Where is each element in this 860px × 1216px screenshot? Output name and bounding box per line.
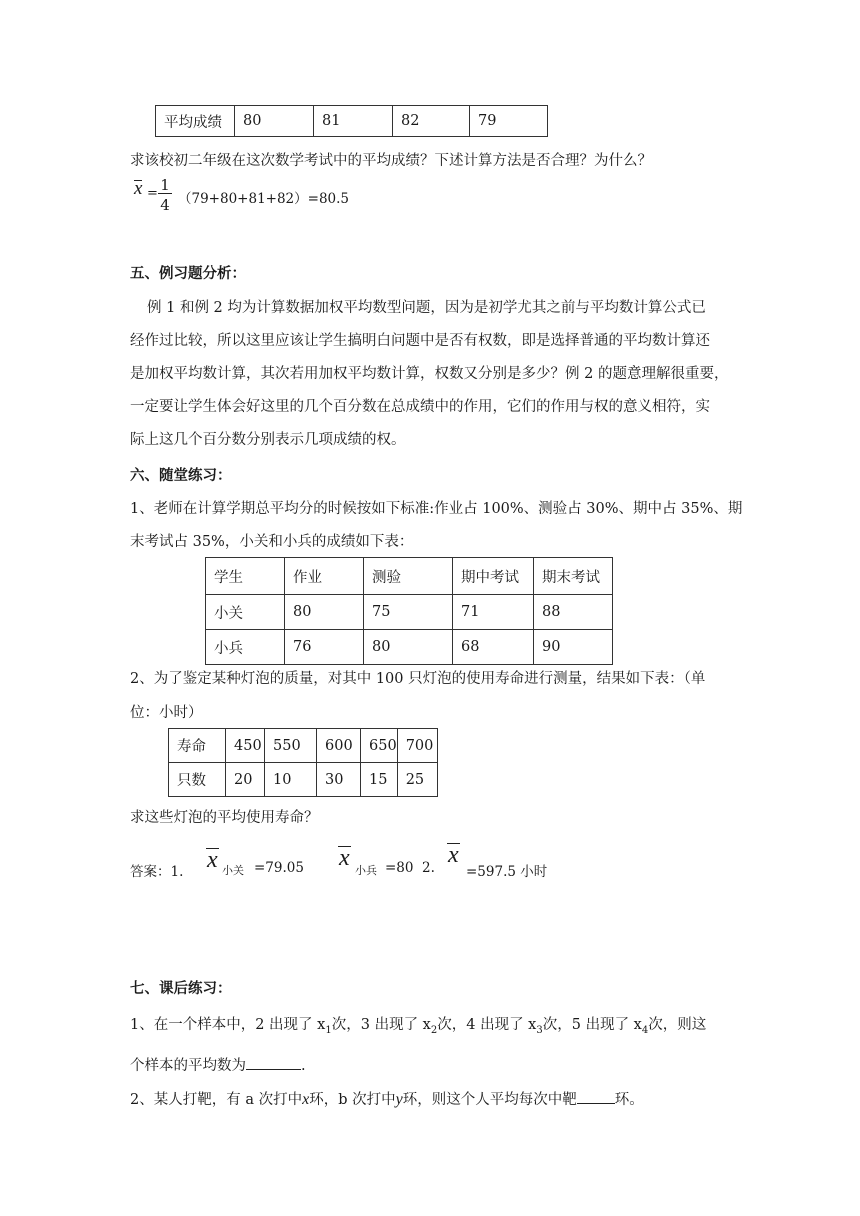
table-row — [206, 558, 613, 595]
formula-expression: （79+80+81+82）=80.5 — [178, 191, 350, 207]
question-line: 2、为了鉴定某种灯泡的质量，对其中 100 只灯泡的使用寿命进行测量，结果如下表：（单 — [130, 671, 706, 687]
table-row — [206, 630, 613, 665]
x-bar-symbol: x — [134, 178, 143, 199]
exercise-text: 次，则这 — [648, 1017, 707, 1033]
x-bar-symbol: x — [207, 847, 218, 873]
variable-y: y — [395, 1091, 403, 1108]
table-cell: 小关 — [206, 595, 285, 630]
table-cell: 75 — [364, 595, 453, 630]
table-cell: 20 — [226, 763, 265, 797]
subscript-label: 小关 — [222, 864, 244, 877]
exercise-text: 环。 — [614, 1092, 644, 1108]
exercise-text: 次，5 出现了 x — [542, 1017, 642, 1033]
subscript: 4 — [641, 1024, 649, 1036]
table-cell: 小兵 — [206, 630, 285, 665]
table-cell: 68 — [453, 630, 534, 665]
exercise-text: 环，b 次打中 — [309, 1092, 396, 1108]
question-line: 1、老师在计算学期总平均分的时候按如下标准:作业占 100%、测验占 30%、期中占 35%、期 — [130, 501, 743, 517]
table-cell: 71 — [453, 595, 534, 630]
exercise-line — [130, 1054, 306, 1075]
table-header-cell: 学生 — [206, 558, 285, 595]
table-cell: 600 — [317, 729, 361, 763]
table-cell: 80 — [285, 595, 364, 630]
exercise-text: 环，则这个人平均每次中靶 — [402, 1092, 577, 1108]
paragraph-line: 经作过比较，所以这里应该让学生搞明白问题中是否有权数，即是选择普通的平均数计算还 — [130, 333, 710, 349]
table-cell: 88 — [534, 595, 613, 630]
exercise-text: 1、在一个样本中，2 出现了 x — [130, 1017, 326, 1033]
table-cell: 15 — [361, 763, 398, 797]
exercise-line — [130, 1088, 644, 1109]
paragraph-line: 是加权平均数计算，其次若用加权平均数计算，权数又分别是多少？例 2 的题意理解很重要， — [130, 366, 729, 382]
table-header-cell: 作业 — [285, 558, 364, 595]
answer-value: =79.05 — [254, 860, 304, 876]
answer-value: =80 — [385, 860, 414, 876]
table-row — [169, 729, 438, 763]
table-header-cell: 测验 — [364, 558, 453, 595]
equals-sign: = — [147, 186, 158, 201]
table-cell: 90 — [534, 630, 613, 665]
answer-blank[interactable] — [246, 1055, 301, 1070]
exercise-text: 2、某人打靶，有 a 次打中 — [130, 1092, 303, 1108]
answer-number: 2. — [422, 860, 435, 876]
table-cell: 30 — [317, 763, 361, 797]
x-bar-symbol: x — [339, 845, 350, 871]
table-cell: 76 — [285, 630, 364, 665]
table-cell: 81 — [314, 106, 393, 137]
section-seven-heading: 七、课后练习： — [130, 981, 232, 997]
table-cell: 25 — [397, 763, 437, 797]
question-line: 求这些灯泡的平均使用寿命？ — [130, 810, 319, 826]
paragraph-line: 际上这几个百分数分别表示几项成绩的权。 — [130, 432, 406, 448]
table-cell: 80 — [364, 630, 453, 665]
subscript: 2 — [430, 1024, 438, 1036]
exercise-text: 个样本的平均数为 — [130, 1058, 246, 1074]
table-cell: 450 — [226, 729, 265, 763]
table-row — [156, 106, 548, 137]
fraction-denominator: 4 — [160, 196, 170, 214]
table-row — [169, 763, 438, 797]
fraction-numerator: 1 — [158, 177, 172, 194]
score-table — [205, 557, 613, 665]
table-cell: 700 — [397, 729, 437, 763]
average-score-table — [155, 105, 548, 137]
lifespan-table — [168, 728, 438, 797]
table-cell: 只数 — [169, 763, 226, 797]
table-cell: 82 — [393, 106, 470, 137]
question-line: 位：小时） — [130, 705, 203, 721]
section-five-heading: 五、例习题分析： — [130, 266, 246, 282]
question-line: 末考试占 35%，小关和小兵的成绩如下表： — [130, 534, 414, 550]
subscript: 3 — [536, 1024, 543, 1036]
table-cell: 79 — [470, 106, 548, 137]
exercise-text: 次，3 出现了 x — [331, 1017, 431, 1033]
question-text: 求该校初二年级在这次数学考试中的平均成绩？下述计算方法是否合理？为什么？ — [130, 153, 652, 169]
paragraph-line: 一定要让学生体会好这里的几个百分数在总成绩中的作用，它们的作用与权的意义相符，实 — [130, 399, 710, 415]
answer-label: 答案：1. — [130, 864, 184, 880]
x-bar-symbol: x — [448, 842, 459, 868]
subscript-label: 小兵 — [355, 864, 377, 877]
exercise-line — [130, 1013, 706, 1036]
variable-x: x — [302, 1091, 310, 1108]
table-header-cell: 期末考试 — [534, 558, 613, 595]
table-cell: 550 — [265, 729, 317, 763]
table-row — [206, 595, 613, 630]
table-cell: 寿命 — [169, 729, 226, 763]
subscript: 1 — [325, 1024, 332, 1036]
section-six-heading: 六、随堂练习： — [130, 468, 232, 484]
exercise-text: 次，4 出现了 x — [437, 1017, 537, 1033]
table-cell: 650 — [361, 729, 398, 763]
answer-value: =597.5 小时 — [466, 864, 548, 880]
table-cell: 10 — [265, 763, 317, 797]
table-header-cell: 期中考试 — [453, 558, 534, 595]
paragraph-line: 例 1 和例 2 均为计算数据加权平均数型问题，因为是初学尤其之前与平均数计算公式已 — [147, 300, 706, 316]
exercise-text: . — [301, 1058, 306, 1074]
table-cell: 80 — [235, 106, 314, 137]
answer-blank[interactable] — [577, 1089, 615, 1104]
table-cell: 平均成绩 — [156, 106, 235, 137]
